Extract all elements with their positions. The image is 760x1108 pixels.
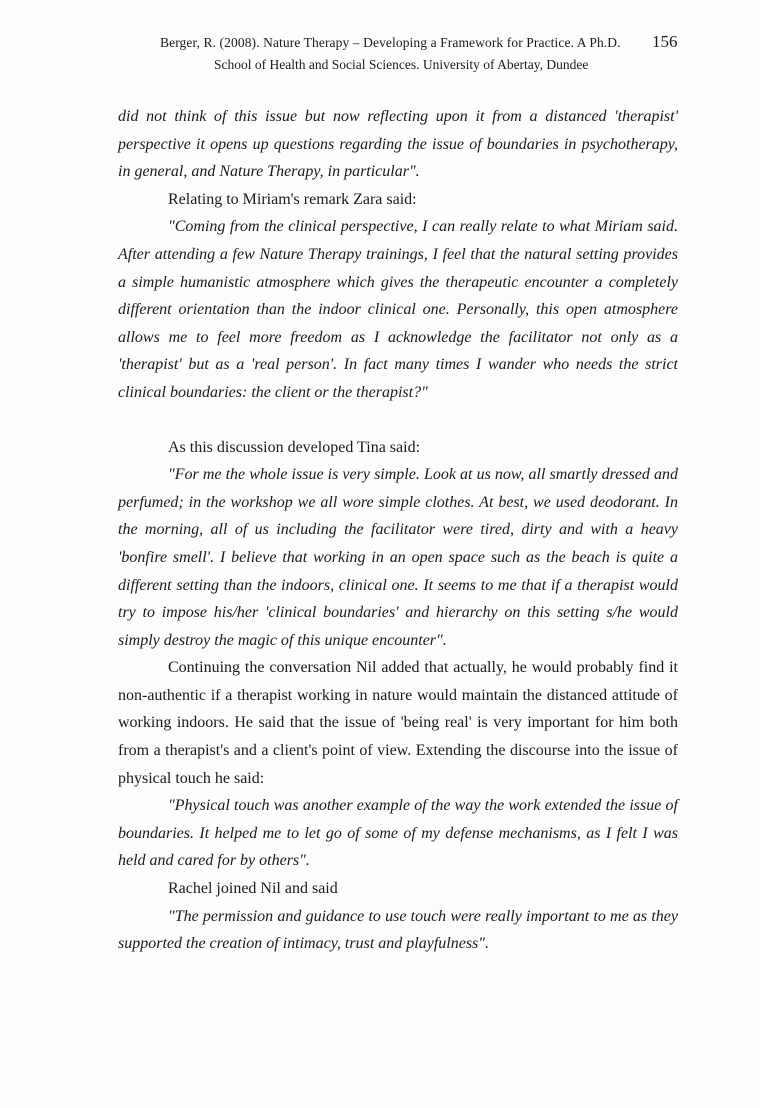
header-institution: School of Health and Social Sciences. University of Abertay, Dundee: [214, 57, 589, 72]
paragraph-tina-intro: As this discussion developed Tina said:: [168, 438, 421, 456]
quote-rachel: "The permission and guidance to use touch were really important to me as they supported the creation of intimacy, trust and playfulness".: [118, 907, 678, 953]
body-text: [118, 103, 678, 958]
paragraph-rachel-intro: Rachel joined Nil and said: [168, 880, 338, 898]
paragraph-nil-narrative: Continuing the conversation Nil added that actually, he would probably find it non-authentic if a therapist working in nature would maintain the distanced attitude of working indoors. He said that the issue of 'being real' is very important for him both from a therapist's and a client's point of view. Extending the discourse into the issue of physical touch he said:: [118, 659, 678, 787]
quote-zara: "Coming from the clinical perspective, I can really relate to what Miriam said. After attending a few Nature Therapy trainings, I feel that the natural setting provides a simple humanistic atmosphere which gives the therapeutic encounter a completely different orientation than the indoor clinical one. Personally, this open atmosphere allows me to feel more freedom as I acknowledge the facilitator not only as a 'therapist' but as a 'real person'. In fact many times I wander who needs the strict clinical boundaries: the client or the therapist?": [118, 218, 678, 401]
quote-nil: "Physical touch was another example of the way the work extended the issue of boundaries. It helped me to let go of some of my defense mechanisms, as I felt I was held and cared for by others".: [118, 797, 678, 870]
quote-tina: "For me the whole issue is very simple. Look at us now, all smartly dressed and perfumed; in the workshop we all wore simple clothes. At best, we used deodorant. In the morning, all of us including the facilitator were tired, dirty and with a heavy 'bonfire smell'. I believe that working in an open space such as the beach is quite a different setting than the indoors, clinical one. It seems to me that if a therapist would try to impose his/her 'clinical boundaries' and hierarchy on this setting s/he would simply destroy the magic of this unique encounter".: [118, 466, 678, 649]
header-citation: Berger, R. (2008). Nature Therapy – Developing a Framework for Practice. A Ph.D.: [160, 35, 621, 50]
page-number: 156: [652, 32, 678, 51]
paragraph-zara-intro: Relating to Miriam's remark Zara said:: [168, 190, 417, 208]
paragraph-gap: [118, 407, 678, 434]
quote-continuation-miriam: did not think of this issue but now reflecting upon it from a distanced 'therapist' perspective it opens up questions regarding the issue of boundaries in psychotherapy, in general, and Nature Therapy, in particular".: [118, 108, 678, 181]
